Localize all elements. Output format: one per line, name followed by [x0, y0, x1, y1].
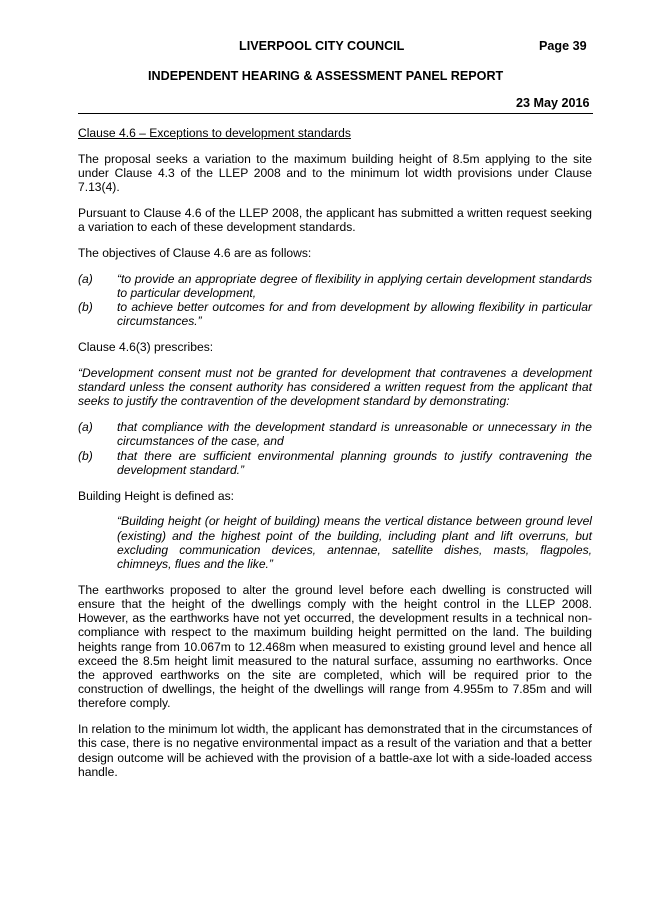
page-number: Page 39	[539, 39, 587, 53]
list-item	[78, 300, 592, 328]
paragraph-written-request: Pursuant to Clause 4.6 of the LLEP 2008, the applicant has submitted a written request seeking a variation to each of these development standards.	[78, 206, 592, 235]
list-item-label: (a)	[78, 420, 93, 435]
section-heading: Clause 4.6 – Exceptions to development standards	[78, 126, 351, 140]
building-height-definition: “Building height (or height of building) means the vertical distance between ground level (existing) and the highest point of the building, including plant and lift overruns, but excluding communication devices, antennae, satellite dishes, masts, flagpoles, chimneys, flues and the like.”	[117, 514, 592, 572]
objectives-list	[78, 272, 592, 329]
report-date: 23 May 2016	[516, 96, 590, 110]
list-item	[78, 420, 592, 448]
paragraph-lot-width: In relation to the minimum lot width, the applicant has demonstrated that in the circumstances of this case, there is no negative environmental impact as a result of the variation and that a better design outcome will be achieved with the provision of a battle-axe lot with a side-loaded access handle.	[78, 722, 592, 779]
paragraph-height-defined: Building Height is defined as:	[78, 488, 234, 503]
paragraph-variation: The proposal seeks a variation to the maximum building height of 8.5m applying to the site under Clause 4.3 of the LLEP 2008 and to the minimum lot width provisions under Clause 7.13(4).	[78, 151, 592, 195]
list-item-text: “to provide an appropriate degree of flexibility in applying certain development standards to particular development,	[117, 271, 592, 300]
list-item-label: (b)	[78, 300, 93, 315]
list-item	[78, 449, 592, 477]
list-item-label: (a)	[78, 271, 93, 286]
header-rule	[78, 113, 593, 114]
council-name: LIVERPOOL CITY COUNCIL	[239, 39, 405, 53]
demonstrating-list	[78, 420, 592, 477]
list-item-text: that there are sufficient environmental planning grounds to justify contravening the development standard.”	[117, 448, 592, 477]
list-item-text: to achieve better outcomes for and from development by allowing flexibility in particular circumstances.”	[117, 300, 592, 329]
list-item-text: that compliance with the development standard is unreasonable or unnecessary in the circumstances of the case, and	[117, 420, 592, 449]
list-item	[78, 272, 592, 300]
report-title: INDEPENDENT HEARING & ASSESSMENT PANEL REPORT	[148, 69, 504, 83]
report-body	[78, 126, 592, 791]
paragraph-prescribes: Clause 4.6(3) prescribes:	[78, 340, 214, 355]
paragraph-earthworks: The earthworks proposed to alter the ground level before each dwelling is constructed will ensure that the height of the dwellings comply with the height control in the LLEP 2008. However, as the earthworks have not yet occurred, the development results in a technical non-compliance with respect to the maximum building height permitted on the land. The building heights range from 10.067m to 12.468m when measured to existing ground level and hence all exceed the 8.5m height limit measured to the natural surface, assuming no earthworks. Once the approved earthworks on the site are completed, which will be required prior to the construction of dwellings, the height of the dwellings will range from 4.955m to 7.85m and will therefore comply.	[78, 582, 592, 711]
paragraph-consent-quote: “Development consent must not be granted for development that contravenes a development standard unless the consent authority has considered a written request from the applicant that seeks to justify the contravention of the development standard by demonstrating:	[78, 366, 592, 409]
list-item-label: (b)	[78, 448, 93, 463]
paragraph-objectives-intro: The objectives of Clause 4.6 are as follows:	[78, 246, 312, 260]
